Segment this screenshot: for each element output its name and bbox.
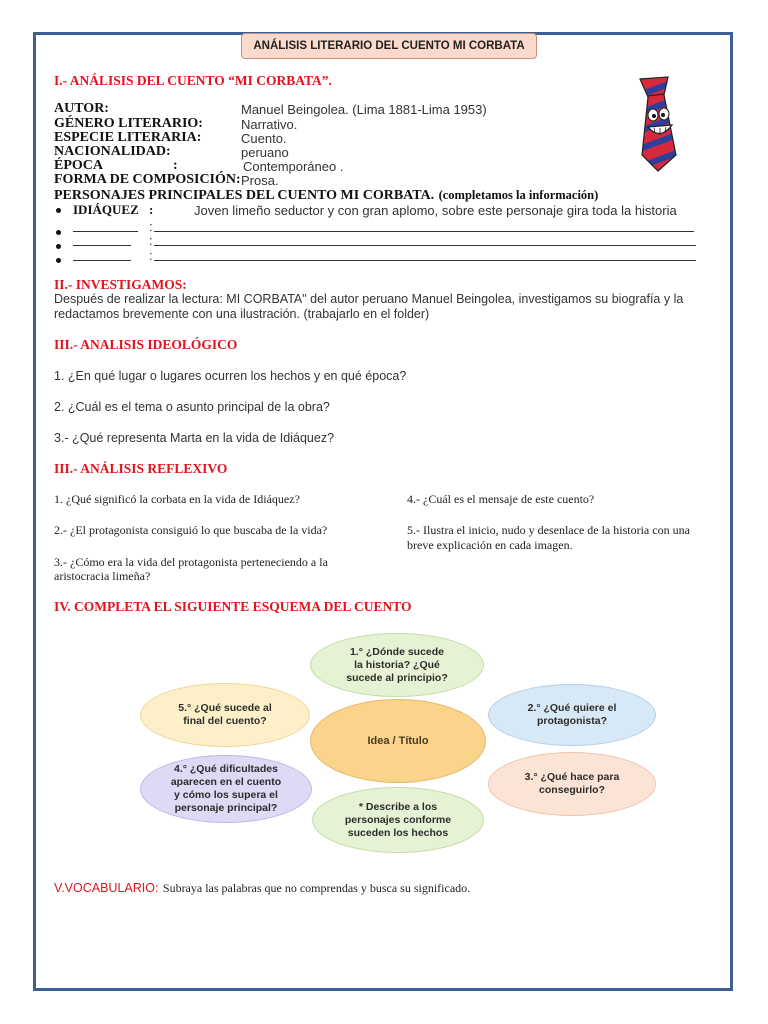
- reflexive-question: 1. ¿Qué significó la corbata en la vida de Idiáquez?: [54, 492, 300, 506]
- field-label: AUTOR:: [54, 101, 109, 116]
- character-colon: :: [149, 202, 154, 217]
- vocabulary-row: [54, 879, 470, 897]
- reflexive-question: 5.- Ilustra el inicio, nudo y desenlace de la historia con una: [407, 523, 690, 537]
- oval-line: 4.° ¿Qué dificultades: [174, 763, 278, 775]
- field-value: Cuento.: [241, 131, 287, 146]
- section-2-text-line1: Después de realizar la lectura: MI CORBATA" del autor peruano Manuel Beingolea, investigamos su biografía y la: [54, 292, 684, 306]
- character-name-blank[interactable]: [73, 235, 131, 246]
- oval-line: 5.° ¿Qué sucede al: [178, 702, 272, 714]
- oval-does: [488, 752, 656, 816]
- character-desc-blank[interactable]: [154, 221, 694, 232]
- oval-line: personajes conforme: [344, 813, 452, 826]
- oval-ending: [140, 683, 310, 747]
- center-label: Idea / Título: [367, 734, 429, 747]
- section-5-heading: IV. COMPLETA EL SIGUIENTE ESQUEMA DEL CUENTO: [54, 599, 412, 614]
- reflexive-question: 3.- ¿Cómo era la vida del protagonista perteneciendo a la: [54, 555, 328, 569]
- vocabulary-heading: V.VOCABULARIO:: [54, 881, 159, 895]
- section-3-heading: III.- ANALISIS IDEOLÓGICO: [54, 337, 238, 352]
- oval-where: [310, 633, 484, 697]
- characters-note: (completamos la información): [438, 188, 599, 202]
- oval-line: personaje principal?: [174, 802, 278, 814]
- oval-line: * Describe a los: [358, 800, 438, 813]
- character-name-blank[interactable]: [73, 221, 138, 232]
- section-2-text-line2: redactamos brevemente con una ilustración. (trabajarlo en el folder): [54, 307, 430, 321]
- vocabulary-text: Subraya las palabras que no comprendas y busca su significado.: [162, 881, 471, 895]
- oval-characters: [312, 787, 484, 853]
- reflexive-question: 2.- ¿El protagonista consiguió lo que buscaba de la vida?: [54, 523, 328, 537]
- field-label: FORMA DE COMPOSICIÓN:: [54, 172, 241, 187]
- reflexive-question: 4.- ¿Cuál es el mensaje de este cuento?: [407, 492, 595, 506]
- field-value: Contemporáneo .: [243, 159, 344, 174]
- character-colon: :: [149, 233, 153, 248]
- section-1-heading: I.- ANÁLISIS DEL CUENTO “MI CORBATA”.: [54, 73, 332, 88]
- oval-wants: [488, 684, 656, 746]
- field-value: Prosa.: [241, 173, 279, 188]
- character-colon: :: [149, 219, 153, 234]
- oval-difficulties: [140, 755, 312, 823]
- bullet: [56, 258, 61, 263]
- bullet: [56, 208, 61, 213]
- ideological-question: 3.- ¿Qué representa Marta en la vida de Idiáquez?: [54, 431, 335, 445]
- oval-line: sucede al principio?: [346, 671, 448, 684]
- field-value: Narrativo.: [241, 117, 298, 132]
- reflexive-question-cont: breve explicación en cada imagen.: [407, 538, 573, 552]
- section-4-heading: III.- ANÁLISIS REFLEXIVO: [54, 461, 228, 476]
- field-label: GÉNERO LITERARIO:: [54, 116, 203, 131]
- field-value: peruano: [241, 145, 289, 160]
- field-value: Manuel Beingolea. (Lima 1881-Lima 1953): [241, 102, 487, 117]
- reflexive-question-cont: aristocracia limeña?: [54, 569, 151, 583]
- oval-line: 2.° ¿Qué quiere el: [527, 702, 617, 714]
- character-name-blank[interactable]: [73, 250, 131, 261]
- oval-line: y cómo los supera el: [174, 789, 278, 801]
- oval-line: 3.° ¿Qué hace para: [524, 771, 620, 783]
- oval-line: final del cuento?: [183, 715, 267, 727]
- oval-line: aparecen en el cuento: [170, 776, 282, 788]
- story-scheme-diagram: [136, 627, 663, 857]
- ideological-question: 2. ¿Cuál es el tema o asunto principal de la obra?: [54, 400, 330, 414]
- character-desc: Joven limeño seductor y con gran aplomo, sobre este personaje gira toda la historia: [194, 203, 677, 218]
- characters-heading: PERSONAJES PRINCIPALES DEL CUENTO MI CORBATA.: [54, 188, 435, 203]
- document-title: ANÁLISIS LITERARIO DEL CUENTO MI CORBATA: [241, 33, 537, 59]
- oval-line: protagonista?: [537, 715, 607, 727]
- oval-line: 1.° ¿Dónde sucede: [349, 645, 445, 658]
- bullet: [56, 230, 61, 235]
- character-name: IDIÁQUEZ: [73, 202, 139, 217]
- center-oval: [310, 699, 486, 783]
- section-2-heading: II.- INVESTIGAMOS:: [54, 277, 187, 292]
- character-desc-blank[interactable]: [154, 235, 696, 246]
- ideological-question: 1. ¿En qué lugar o lugares ocurren los hechos y en qué época?: [54, 369, 407, 383]
- field-label: ÉPOCA: [54, 158, 103, 173]
- oval-line: suceden los hechos: [347, 826, 449, 839]
- oval-line: conseguirlo?: [539, 784, 605, 796]
- tie-character-icon: [618, 75, 698, 173]
- character-desc-blank[interactable]: [154, 250, 696, 261]
- character-colon: :: [149, 248, 153, 263]
- field-label: ESPECIE LITERARIA:: [54, 130, 202, 145]
- field-colon: :: [173, 158, 178, 173]
- bullet: [56, 244, 61, 249]
- field-label: NACIONALIDAD:: [54, 144, 171, 159]
- oval-line: la historia? ¿Qué: [354, 658, 440, 671]
